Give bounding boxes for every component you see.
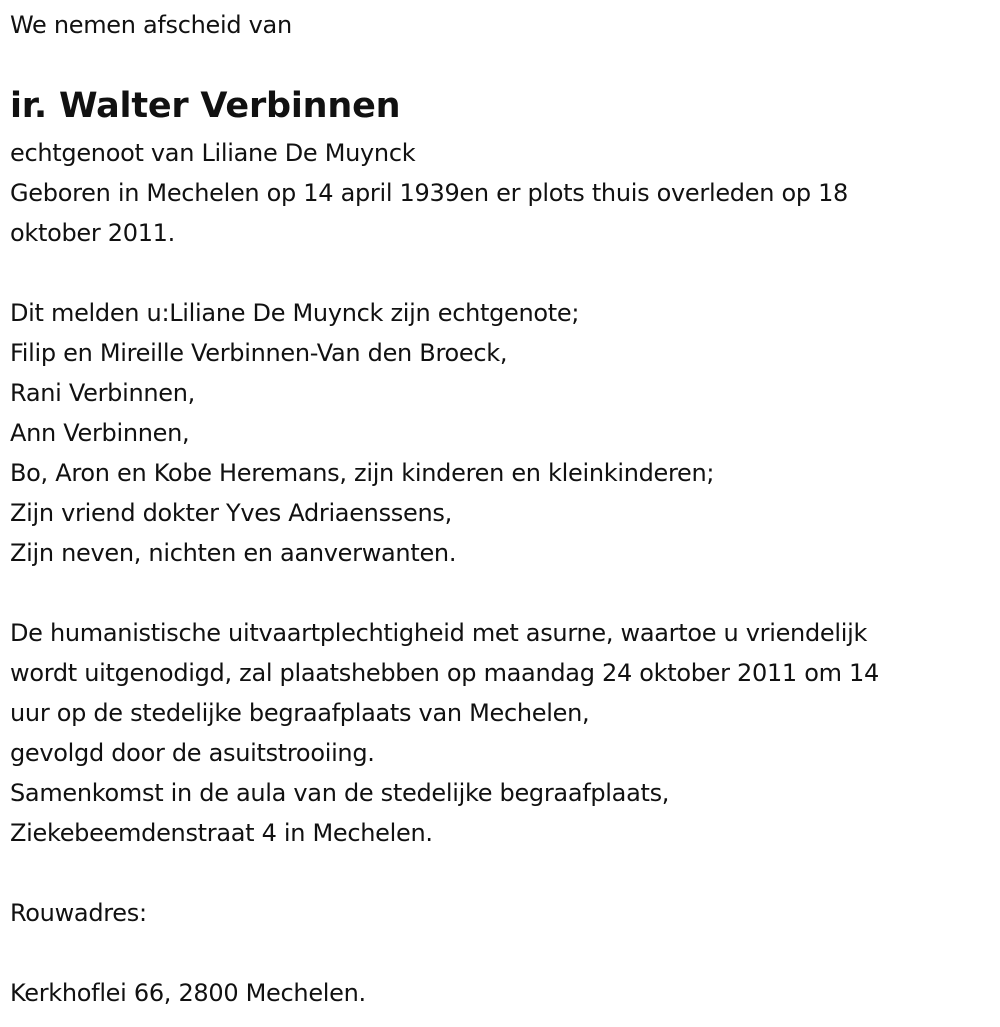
- ceremony-line: Ziekebeemdenstraat 4 in Mechelen.: [10, 819, 433, 847]
- ceremony-details: [10, 613, 879, 853]
- announcers-list: [10, 293, 714, 573]
- ceremony-line: De humanistische uitvaartplechtigheid met asurne, waartoe u vriendelijk: [10, 619, 868, 647]
- ceremony-line: Samenkomst in de aula van de stedelijke begraafplaats,: [10, 779, 670, 807]
- personal-details: [10, 133, 848, 253]
- address-label: Rouwadres:: [10, 899, 147, 927]
- spouse-line: echtgenoot van Liliane De Muynck: [10, 139, 416, 167]
- announcer-line: Filip en Mireille Verbinnen-Van den Broeck,: [10, 339, 508, 367]
- mourning-address: Kerkhoflei 66, 2800 Mechelen.: [10, 979, 366, 1007]
- announcer-line: Dit melden u:Liliane De Muynck zijn echtgenote;: [10, 299, 580, 327]
- birth-line: Geboren in Mechelen op 14 april 1939en er plots thuis overleden op 18: [10, 179, 849, 207]
- ceremony-line: gevolgd door de asuitstrooiing.: [10, 739, 375, 767]
- deceased-name: ir. Walter Verbinnen: [10, 86, 401, 126]
- announcer-line: Bo, Aron en Kobe Heremans, zijn kinderen en kleinkinderen;: [10, 459, 715, 487]
- address-label-block: [10, 893, 147, 933]
- ceremony-line: wordt uitgenodigd, zal plaatshebben op maandag 24 oktober 2011 om 14: [10, 659, 879, 687]
- intro-text: We nemen afscheid van: [10, 11, 292, 39]
- announcer-line: Rani Verbinnen,: [10, 379, 195, 407]
- birth-line-continued: oktober 2011.: [10, 219, 175, 247]
- ceremony-line: uur op de stedelijke begraafplaats van Mechelen,: [10, 699, 590, 727]
- address-block: [10, 973, 366, 1013]
- announcer-line: Ann Verbinnen,: [10, 419, 190, 447]
- announcer-line: Zijn neven, nichten en aanverwanten.: [10, 539, 457, 567]
- announcer-line: Zijn vriend dokter Yves Adriaenssens,: [10, 499, 452, 527]
